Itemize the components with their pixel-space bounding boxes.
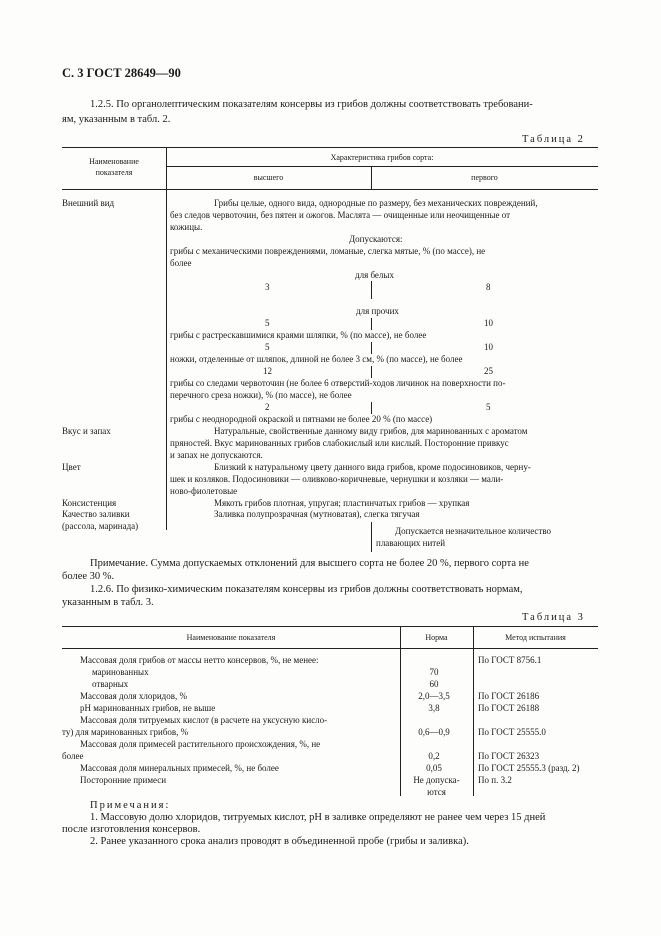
t3-notes-title: Примечания: — [90, 800, 171, 811]
t2-cracked-first: 10 — [484, 342, 493, 352]
table-3-header-rule — [62, 648, 598, 649]
t2-col-first: первого — [471, 173, 498, 182]
t2-row-consistency-name: Консистенция — [62, 498, 117, 508]
t2-taste-line1: Натуральные, свойственные данному виду грибов, для маринованных с ароматом — [214, 426, 528, 436]
t3-row-norm: 0,6—0,9 — [418, 727, 450, 737]
t2-worm-line1: грибы со следами червоточин (не более 6 отверстий-ходов личинок на поверхности по- — [170, 378, 506, 388]
t2-value-divider — [371, 281, 372, 299]
t2-cracked: грибы с растрескавшимися краями шляпки, % (по массе), не более — [170, 330, 427, 340]
t2-value-divider — [371, 318, 372, 330]
t2-mech-line1: грибы с механическими повреждениями, ломаные, слегка мятые, % (по массе), не — [170, 246, 486, 256]
t2-appearance-line3: кожицы. — [170, 222, 203, 232]
t3-row-name: Массовая доля хлоридов, % — [80, 691, 187, 701]
table-3-top-rule — [62, 626, 598, 627]
t2-taste-line2: пряностей. Вкус маринованных грибов слабокислый или кислый. Посторонние привкус — [170, 438, 509, 448]
t2-fill-note-divider — [371, 522, 372, 552]
t3-row-norm: 70 — [429, 667, 439, 677]
t2-row-color-name: Цвет — [62, 462, 81, 472]
t2-cracked-highest: 5 — [265, 342, 270, 352]
t3-row-method: По ГОСТ 8756.1 — [478, 655, 542, 665]
t3-row-name: ту) для маринованных грибов, % — [62, 727, 189, 737]
table-2-header-bottom-rule — [62, 189, 598, 190]
table-2-label: Таблица 2 — [522, 134, 585, 145]
t3-row-name: Массовая доля титруемых кислот (в расчете на уксусную кисло- — [80, 715, 328, 725]
t3-row-norm: ются — [427, 787, 446, 797]
t3-row-method: По ГОСТ 26323 — [478, 751, 540, 761]
t3-note-2: 2. Ранее указанного срока анализ проводят в объединенной пробе (грибы и заливка). — [90, 836, 469, 847]
t3-row-name: pH маринованных грибов, не выше — [80, 703, 216, 713]
t2-mech-line2: более — [170, 258, 192, 268]
t2-consistency-text: Мякоть грибов плотная, упругая; пластинчатых грибов — хрупкая — [214, 498, 470, 508]
t2-color-line3: ново-фиолетовые — [170, 486, 238, 496]
t2-legs-first: 25 — [484, 366, 493, 376]
t2-value-divider — [371, 342, 372, 354]
t3-row-name: маринованных — [92, 667, 149, 677]
t2-other-first: 10 — [484, 318, 493, 328]
t3-row-norm: 2,0—3,5 — [418, 691, 450, 701]
table-2-top-rule — [62, 147, 598, 148]
t2-col-name-2: показателя — [95, 168, 133, 177]
t2-row-fill-name-2: (рассола, маринада) — [62, 521, 139, 531]
t3-row-name: более — [62, 751, 84, 761]
t2-taste-line3: и запах не допускаются. — [170, 450, 263, 460]
t2-appearance-line2: без следов червоточин, без пятен и ожогов. Маслята — очищенные или неочищенные от — [170, 210, 511, 220]
t3-note-1-line1: 1. Массовую долю хлоридов, титруемых кислот, pH в заливке определяют не ранее чем через 15 дней — [90, 812, 546, 823]
t2-value-divider — [371, 366, 372, 378]
t3-row-name: Посторонние примеси — [80, 775, 167, 785]
t3-col-method: Метод испытания — [505, 633, 566, 642]
t2-note-line1: Примечание. Сумма допускаемых отклонений для высшего сорта не более 20 %, первого сорта не — [90, 558, 529, 569]
t2-color-line1: Близкий к натуральному цвету данного вида грибов, кроме подосиновиков, черну- — [214, 462, 531, 472]
t2-appearance-line1: Грибы целые, одного вида, однородные по размеру, без механических повреждений, — [214, 198, 538, 208]
t2-worm-line2: перечного среза ножки), % (по массе), не более — [170, 390, 352, 400]
t3-note-1-line2: после изготовления консервов. — [62, 824, 201, 835]
table-3-vdivider-2 — [473, 626, 474, 796]
t3-col-name: Наименование показателя — [186, 633, 276, 642]
page-header: С. 3 ГОСТ 28649—90 — [62, 66, 181, 80]
t2-color-line2: шек и козляков. Подосиновики — оливково-коричневые, чернушки и козляки — мали- — [170, 474, 504, 484]
paragraph-1-2-6-line1: 1.2.6. По физико-химическим показателям консервы из грибов должны соответствовать нормам, — [90, 584, 523, 595]
paragraph-1-2-5-line1: 1.2.5. По органолептическим показателям консервы из грибов должны соответствовать требовани- — [90, 99, 533, 110]
t2-worm-first: 5 — [486, 402, 491, 412]
t3-row-name: отварных — [92, 679, 129, 689]
t3-row-norm: 60 — [429, 679, 439, 689]
t3-row-norm: 0,2 — [428, 751, 440, 761]
t2-for-white: для белых — [355, 270, 394, 280]
t2-white-first: 8 — [486, 282, 491, 292]
t2-row-fill-name-1: Качество заливки — [62, 509, 130, 519]
t3-row-norm: 3,8 — [428, 703, 440, 713]
table-3-label: Таблица 3 — [522, 612, 585, 623]
t2-row-taste-name: Вкус и запах — [62, 426, 111, 436]
t2-value-divider — [371, 402, 372, 414]
t2-col-characteristic: Характеристика грибов сорта: — [330, 153, 434, 162]
t2-for-other: для прочих — [356, 306, 399, 316]
paragraph-1-2-5-line2: ям, указанным в табл. 2. — [62, 114, 171, 125]
t3-col-norm: Норма — [425, 633, 448, 642]
t2-note-line2: более 30 %. — [62, 571, 115, 582]
paragraph-1-2-6-line2: указанным в табл. 3. — [62, 597, 154, 608]
table-2-body-vdivider — [166, 189, 167, 530]
t3-row-name: Массовая доля примесей растительного происхождения, %, не — [80, 739, 321, 749]
t3-row-name: Массовая доля грибов от массы нетто консервов, %, не менее: — [80, 655, 319, 665]
t2-fill-note-line2: плавающих нитей — [376, 538, 446, 548]
t2-col-highest: высшего — [253, 173, 284, 182]
t2-allowed: Допускаются: — [349, 234, 403, 244]
t3-row-method: По п. 3.2 — [478, 775, 512, 785]
t3-row-method: По ГОСТ 26188 — [478, 703, 540, 713]
t3-row-method: По ГОСТ 25555.3 (разд. 2) — [478, 763, 580, 773]
t3-row-norm: Не допуска- — [413, 775, 460, 785]
table-2-header-mid-rule — [166, 166, 598, 167]
t2-color-spots: грибы с неоднородной окраской и пятнами не более 20 % (по массе) — [170, 414, 433, 424]
t2-other-highest: 5 — [265, 318, 270, 328]
t3-row-norm: 0,05 — [426, 763, 442, 773]
t2-legs: ножки, отделенные от шляпок, длиной не более 3 см, % (по массе), не более — [170, 354, 463, 364]
t3-row-method: По ГОСТ 26186 — [478, 691, 540, 701]
t2-fill-note-line1: Допускается незначительное количество — [395, 526, 552, 536]
t2-row-appearance-name: Внешний вид — [62, 198, 115, 208]
t2-fill-text: Заливка полупрозрачная (мутноватая), слегка тягучая — [214, 509, 420, 519]
t2-white-highest: 3 — [265, 282, 270, 292]
t2-col-name-1: Наименование — [89, 157, 139, 166]
t2-legs-highest: 12 — [263, 366, 272, 376]
t3-row-name: Массовая доля минеральных примесей, %, не более — [80, 763, 279, 773]
t2-worm-highest: 2 — [265, 402, 270, 412]
t3-row-method: По ГОСТ 25555.0 — [478, 727, 546, 737]
